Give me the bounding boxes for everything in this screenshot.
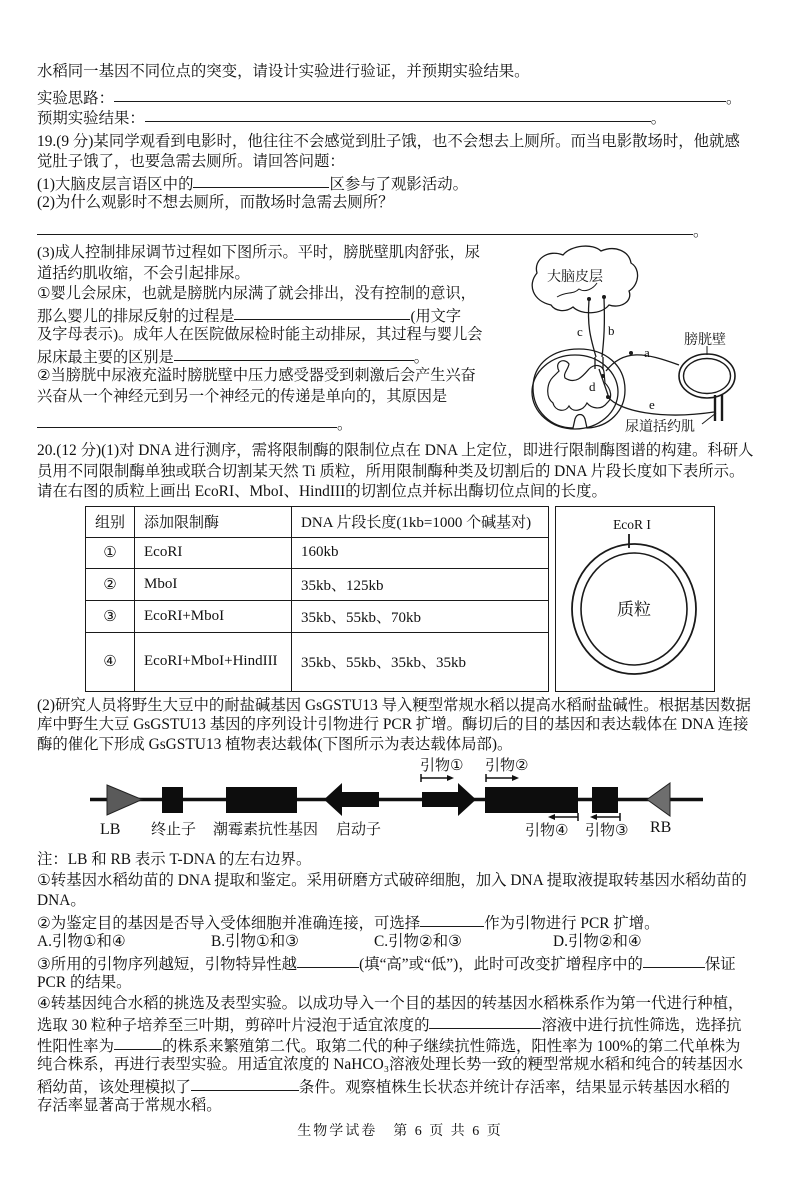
lb-border-triangle	[107, 785, 142, 815]
table-row	[86, 633, 549, 691]
option-c: C.引物②和③	[374, 933, 462, 950]
q19-p3-line1: (3)成人控制排尿调节过程如下图所示。平时，膀胱壁肌肉舒张，尿	[37, 244, 480, 261]
cell-group: ③	[86, 600, 135, 633]
q20-step4-line2	[37, 1014, 777, 1035]
q20-part2-line3: 酶的催化下形成 GsGSTU13 植物表达载体(下图所示为表达载体局部)。	[37, 735, 513, 753]
q19-part1-post: 区参与了观影活动。	[329, 175, 468, 193]
q20-step4-line6: 存活率显著高于常规水稻。	[37, 1097, 222, 1114]
answer-blank	[193, 173, 329, 188]
letter-c: c	[577, 324, 583, 339]
spinal-cord-outline	[533, 349, 625, 428]
letter-e: e	[649, 397, 655, 412]
col-header-enzyme: 添加限制酶	[135, 506, 292, 537]
pathway-c-line	[588, 300, 596, 357]
bladder-inner-wall	[684, 359, 731, 394]
q19-head-line2: 觉肚子饿了，也要急需去厕所。请回答问题：	[37, 153, 345, 170]
synapse-dot-d	[601, 374, 605, 378]
q20-line3: 请在右图的质粒上画出 EcoRI、MboI、HindIII的切割位点并标出酶切位点间的长度。	[37, 483, 607, 500]
option-d: D.引物②和④	[553, 933, 642, 950]
hygromycin-gene-box	[226, 787, 297, 813]
period: 。	[693, 222, 709, 240]
enzyme-table	[85, 506, 549, 692]
table-row	[86, 537, 549, 569]
sphincter-label: 尿道括约肌	[625, 420, 695, 435]
primer2-label: 引物②	[485, 758, 529, 774]
q19-part3-row	[37, 243, 777, 435]
intro-line: 水稻同一基因不同位点的突变，请设计实验进行验证，并预期实验结果。	[37, 63, 530, 80]
synapse-dot-b	[602, 295, 606, 299]
period: 。	[650, 110, 667, 127]
cell-enzyme: MboI	[135, 569, 292, 601]
expected-result-line	[37, 107, 777, 128]
cell-enzyme: EcoRI	[135, 537, 292, 569]
answer-blank	[37, 413, 337, 428]
q20-step4-line1: ④转基因纯合水稻的挑选及表型实验。以成功导入一个目的基因的转基因水稻株系作为第一代进行种植，	[37, 994, 744, 1012]
primer4-arrowhead	[548, 814, 555, 820]
gray-matter-outline	[548, 361, 611, 411]
q19-part1-line	[37, 173, 777, 194]
cell-group: ①	[86, 537, 135, 569]
cell-length: 35kb、55kb、35kb、35kb	[292, 633, 549, 691]
answer-blank	[145, 107, 651, 122]
cortex-label: 大脑皮层	[547, 270, 603, 285]
q19-p3-line7: ②当膀胱中尿液充溢时膀胱壁中压力感受器受到刺激后会产生兴奋	[37, 367, 476, 384]
cell-enzyme: EcoRI+MboI+HindIII	[135, 633, 292, 691]
q19-p3-line6	[37, 346, 521, 367]
hygromycin-label: 潮霉素抗性基因	[213, 822, 319, 838]
q19-p3-line2: 道括约肌收缩，不会引起排尿。	[37, 264, 250, 282]
col-header-group: 组别	[86, 506, 135, 537]
q19-part2-answer-line	[37, 220, 777, 241]
terminator-label: 终止子	[151, 822, 197, 838]
promoter-left-arrow	[324, 783, 379, 816]
q19-p3-line6-pre: 尿床最主要的区别是	[37, 348, 174, 366]
cell-enzyme: EcoRI+MboI	[135, 600, 292, 633]
bladder-wall-label: 膀胱壁	[684, 333, 726, 348]
q19-p3-line4	[37, 305, 521, 326]
q20-step2-line	[37, 912, 777, 933]
q20-line2: 员用不同限制酶单独或联合切割某天然 Ti 质粒，所用限制酶种类及切割后的 DNA 片段长度如下表所示。	[37, 462, 745, 480]
period: 。	[413, 348, 429, 366]
experiment-idea-label: 实验思路：	[37, 89, 114, 107]
q19-p3-line3: ①婴儿会尿床，也就是膀胱内尿满了就会排出，没有控制的意识，	[37, 285, 476, 302]
table-row	[86, 569, 549, 601]
plasmid-label: 质粒	[617, 599, 651, 619]
q19-part3-text	[37, 243, 521, 434]
letter-d: d	[589, 379, 596, 394]
q20-step4-line5	[37, 1076, 777, 1097]
q19-p3-line5: 及字母表示)。成年人在医院做尿检时能主动排尿，其过程与婴儿会	[37, 326, 483, 343]
primer4-label: 引物④	[525, 823, 569, 839]
answer-blank	[114, 1035, 162, 1050]
plasmid-diagram	[556, 507, 713, 689]
q20-step3-line1	[37, 953, 777, 974]
q20-part2-line1: (2)研究人员将野生大豆中的耐盐碱基因 GsGSTU13 导入粳型常规水稻以提高水稻耐盐碱性。根据基因数据	[37, 696, 751, 714]
q19-p3-answer-line	[37, 413, 521, 434]
period: 。	[725, 89, 742, 107]
primer1-label: 引物①	[420, 758, 464, 774]
terminator-box	[162, 787, 183, 813]
answer-blank	[297, 953, 359, 968]
q20-step3-post: 保证	[704, 955, 736, 973]
cortex-fold-line	[557, 283, 597, 297]
option-b: B.引物①和③	[211, 933, 299, 950]
q19-part1-pre: (1)大脑皮层言语区中的	[37, 175, 194, 193]
bladder-outer-wall	[679, 354, 735, 398]
cell-length: 35kb、125kb	[292, 569, 549, 601]
primer3-label: 引物③	[585, 823, 629, 839]
q20-step4-line4: 纯合株系，再进行表型实验。用适宜浓度的 NaHCO₃溶液处理长势一致的粳型常规水稻和纯合的转基因水	[37, 1056, 744, 1073]
q20-step1-line1: ①转基因水稻幼苗的 DNA 提取和鉴定。采用研磨方式破碎细胞，加入 DNA 提取液提取转基因水稻幼苗的	[37, 871, 747, 889]
synapse-dot-a	[629, 351, 633, 355]
q19-p3-line4-pre: 那么婴儿的排尿反射的过程是	[37, 307, 235, 325]
table-header-row	[86, 506, 549, 537]
letter-b: b	[608, 323, 615, 338]
target-gene-box	[485, 787, 578, 813]
q19-part2-line: (2)为什么观影时不想去厕所，而散场时急需去厕所？	[37, 194, 394, 211]
q20-step4-line5-pre: 稻幼苗，该处理模拟了	[37, 1078, 191, 1096]
cell-length: 35kb、55kb、70kb	[292, 600, 549, 633]
q20-step4-line2-post: 溶液中进行抗性筛选，选择抗	[541, 1017, 742, 1034]
tag-box	[592, 787, 618, 813]
answer-blank	[234, 305, 410, 320]
expected-result-label: 预期实验结果：	[37, 110, 145, 127]
q20-step4-line2-pre: 选取 30 粒种子培养至三叶期，剪碎叶片浸泡于适宜浓度的	[37, 1017, 430, 1034]
period: 。	[337, 416, 353, 433]
q20-part2-line2: 库中野生大豆 GsGSTU13 基因的序列设计引物进行 PCR 扩增。酶切后的目的基因和表达载体在 DNA 连接	[37, 716, 749, 733]
answer-blank	[420, 912, 484, 927]
q20-step3-pre: ③所用的引物序列越短，引物特异性越	[37, 955, 298, 973]
cell-group: ④	[86, 633, 135, 691]
q20-step1-line2: DNA。	[37, 892, 86, 909]
synapse-dot-c	[587, 297, 591, 301]
experiment-idea-line	[37, 87, 777, 108]
enzyme-table-row	[85, 506, 777, 692]
cell-group: ②	[86, 569, 135, 601]
page-footer: 生物学试卷 第 6 页 共 6 页	[297, 1124, 503, 1139]
q20-step3-mid: (填“高”或“低”)，此时可改变扩增程序中的	[359, 955, 643, 973]
primer3-arrowhead	[590, 814, 597, 820]
answer-blank	[174, 346, 414, 361]
q20-step4-line3-post: 的株系来繁殖第二代。取第二代的种子继续抗性筛选，阳性率为 100%的第二代单株为	[161, 1037, 741, 1055]
table-row	[86, 600, 549, 633]
target-promoter-right-arrow	[422, 783, 476, 816]
urination-reflex-diagram	[521, 243, 761, 435]
q20-step4-line3-pre: 性阳性率为	[37, 1037, 114, 1055]
page-body	[37, 62, 777, 1117]
cell-length: 160kb	[292, 537, 549, 569]
q20-step2-post: 作为引物进行 PCR 扩增。	[484, 914, 660, 932]
q19-p3-line4-post: (用文字	[410, 307, 462, 325]
q20-step4-line3	[37, 1035, 777, 1056]
col-header-length: DNA 片段长度(1kb=1000 个碱基对)	[292, 506, 549, 537]
q20-step2-pre: ②为鉴定目的基因是否导入受体细胞并准确连接，可选择	[37, 914, 421, 932]
pathway-b-line	[602, 298, 604, 357]
rb-label: RB	[650, 819, 672, 836]
q20-step3-line2: PCR 的结果。	[37, 974, 132, 991]
option-a: A.引物①和④	[37, 933, 126, 950]
plasmid-figure-box	[555, 506, 715, 692]
q19-p3-line8: 兴奋从一个神经元到另一个神经元的传递是单向的，其原因是	[37, 387, 448, 405]
tdna-note-line: 注：LB 和 RB 表示 T-DNA 的左右边界。	[37, 851, 312, 868]
synapse-dot-e	[606, 395, 610, 399]
lb-label: LB	[100, 821, 121, 838]
answer-blank	[191, 1076, 299, 1091]
q20-options-row	[37, 932, 777, 953]
letter-a: a	[644, 345, 650, 360]
answer-blank	[643, 953, 705, 968]
rb-border-triangle	[647, 783, 670, 816]
q20-line1: 20.(12 分)(1)对 DNA 进行测序，需将限制酶的限制位点在 DNA 上定位，即进行限制酶图谱的构建。科研人	[37, 442, 754, 459]
primer1-arrowhead	[447, 775, 454, 781]
answer-blank	[37, 220, 693, 235]
tdna-construct-diagram	[85, 754, 720, 844]
q19-head-line1: 19.(9 分)某同学观看到电影时，他往往不会感觉到肚子饿，也不会想去上厕所。而当电影散场时，他就感	[37, 132, 740, 150]
primer2-arrowhead	[512, 775, 519, 781]
promoter-label: 启动子	[336, 822, 382, 838]
ecori-site-label: EcoR I	[613, 516, 651, 532]
answer-blank	[114, 87, 726, 102]
pathway-a-line	[606, 355, 679, 371]
answer-blank	[429, 1014, 541, 1029]
q20-step4-line5-post: 条件。观察植株生长状态并统计存活率，结果显示转基因水稻的	[298, 1078, 730, 1096]
